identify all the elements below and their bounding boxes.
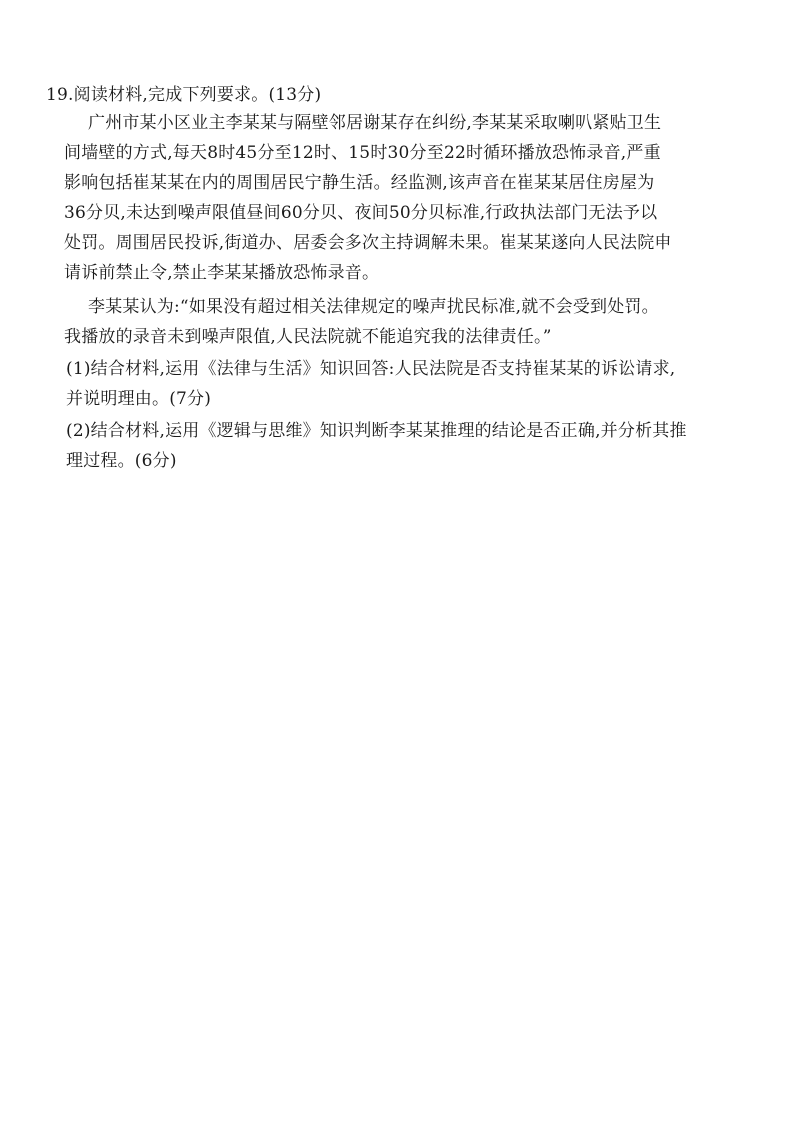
claim-line: 我播放的录音未到噪声限值,人民法院就不能追究我的法律责任。” [64, 327, 552, 347]
material-line: 间墙壁的方式,每天8时45分至12时、15时30分至22时循环播放恐怖录音,严重 [64, 143, 661, 163]
material-line: 请诉前禁止令,禁止李某某播放恐怖录音。 [64, 263, 380, 283]
subquestion-line: (1)结合材料,运用《法律与生活》知识回答:人民法院是否支持崔某某的诉讼请求, [66, 359, 676, 379]
material-line: 影响包括崔某某在内的周围居民宁静生活。经监测,该声音在崔某某居住房屋为 [64, 173, 655, 193]
material-line: 36分贝,未达到噪声限值昼间60分贝、夜间50分贝标准,行政执法部门无法予以 [64, 203, 658, 223]
subquestion-line: 并说明理由。(7分) [66, 389, 212, 409]
subquestion-line: 理过程。(6分) [66, 451, 177, 471]
question-header: 19.阅读材料,完成下列要求。(13分) [46, 85, 322, 105]
material-line: 处罚。周围居民投诉,街道办、居委会多次主持调解未果。崔某某遂向人民法院申 [64, 233, 672, 253]
subquestion-line: (2)结合材料,运用《逻辑与思维》知识判断李某某推理的结论是否正确,并分析其推 [66, 421, 687, 441]
claim-line: 李某某认为:“如果没有超过相关法律规定的噪声扰民标准,就不会受到处罚。 [88, 297, 659, 317]
material-line: 广州市某小区业主李某某与隔壁邻居谢某存在纠纷,李某某采取喇叭紧贴卫生 [88, 113, 662, 133]
